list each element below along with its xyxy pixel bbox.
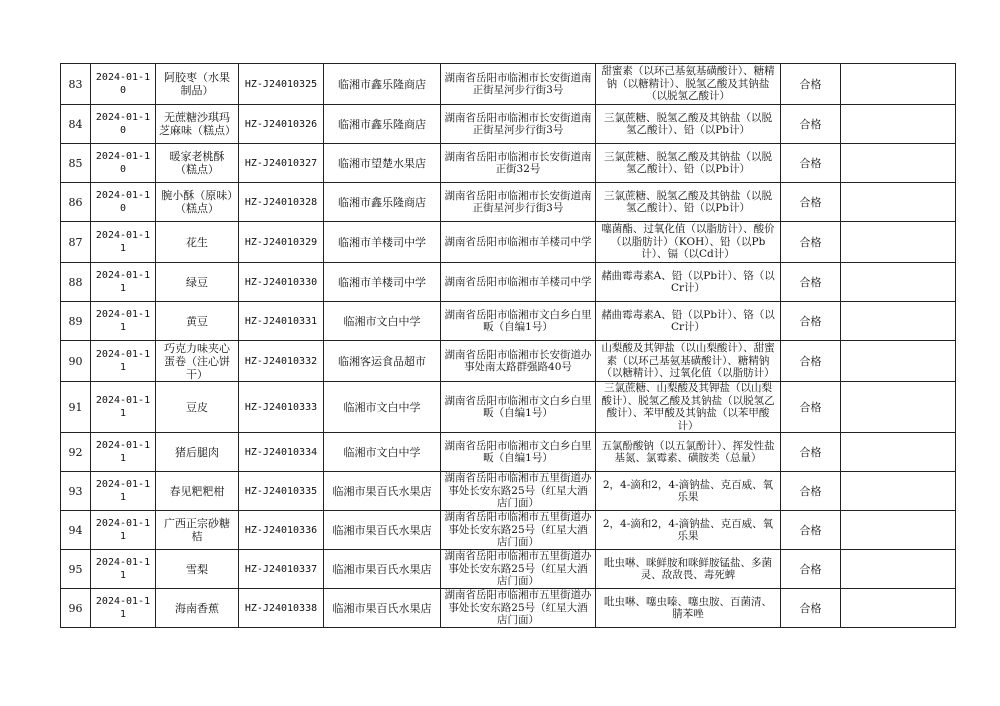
cell-result: 合格: [781, 472, 841, 511]
cell-serial-number: 85: [61, 144, 91, 183]
cell-test-items: 吡虫啉、噻虫嗪、噻虫胺、百菌清、腈苯唑: [596, 589, 781, 628]
cell-sampling-date: 2024-01-11: [91, 511, 156, 550]
cell-test-items: 三氯蔗糖、脱氢乙酸及其钠盐（以脱氢乙酸计）、铅（以Pb计）: [596, 144, 781, 183]
cell-test-items: 五氯酚酸钠（以五氯酚计）、挥发性盐基氮、氯霉素、磺胺类（总量）: [596, 433, 781, 472]
cell-sample-name: 暖家老桃酥（糕点）: [156, 144, 239, 183]
cell-result: 合格: [781, 341, 841, 382]
cell-sampled-unit: 临湘市羊楼司中学: [324, 222, 441, 263]
cell-unit-address: 湖南省岳阳市临湘市文白乡白里畈（自编1号）: [441, 382, 596, 433]
cell-result: 合格: [781, 183, 841, 222]
cell-serial-number: 95: [61, 550, 91, 589]
cell-sample-name: 豆皮: [156, 382, 239, 433]
cell-test-items: 三氯蔗糖、山梨酸及其钾盐（以山梨酸计）、脱氢乙酸及其钠盐（以脱氢乙酸计）、苯甲酸及其钠盐（以苯甲酸计）: [596, 382, 781, 433]
cell-sampled-unit: 临湘市羊楼司中学: [324, 263, 441, 302]
cell-unit-address: 湖南省岳阳市临湘市五里街道办事处长安东路25号（红星大酒店门面）: [441, 550, 596, 589]
cell-remark: [841, 341, 956, 382]
cell-unit-address: 湖南省岳阳市临湘市长安街道南正街星河步行街3号: [441, 64, 596, 105]
cell-unit-address: 湖南省岳阳市临湘市五里街道办事处长安东路25号（红星大酒店门面）: [441, 511, 596, 550]
cell-result: 合格: [781, 589, 841, 628]
cell-sample-name: 巧克力味夹心蛋卷（注心饼干）: [156, 341, 239, 382]
cell-remark: [841, 64, 956, 105]
cell-test-items: 吡虫啉、咪鲜胺和咪鲜胺锰盐、多菌灵、敌敌畏、毒死蜱: [596, 550, 781, 589]
cell-test-items: 甜蜜素（以环己基氨基磺酸计）、糖精钠（以糖精计）、脱氢乙酸及其钠盐（以脱氢乙酸计）: [596, 64, 781, 105]
cell-remark: [841, 550, 956, 589]
cell-sample-code: HZ-J24010330: [239, 263, 324, 302]
cell-sample-code: HZ-J24010327: [239, 144, 324, 183]
cell-sample-name: 春见粑粑柑: [156, 472, 239, 511]
cell-sampling-date: 2024-01-10: [91, 183, 156, 222]
cell-serial-number: 93: [61, 472, 91, 511]
cell-sample-code: HZ-J24010335: [239, 472, 324, 511]
cell-remark: [841, 511, 956, 550]
cell-sample-code: HZ-J24010332: [239, 341, 324, 382]
cell-sampled-unit: 临湘市果百氏水果店: [324, 589, 441, 628]
cell-sample-code: HZ-J24010337: [239, 550, 324, 589]
cell-result: 合格: [781, 382, 841, 433]
cell-sample-name: 绿豆: [156, 263, 239, 302]
cell-remark: [841, 222, 956, 263]
table-row: [61, 302, 956, 341]
cell-sampling-date: 2024-01-11: [91, 341, 156, 382]
cell-sampled-unit: 临湘市望楚水果店: [324, 144, 441, 183]
table-row: [61, 433, 956, 472]
table-row: [61, 263, 956, 302]
cell-sampled-unit: 临湘市文白中学: [324, 382, 441, 433]
cell-remark: [841, 105, 956, 144]
cell-sample-code: HZ-J24010334: [239, 433, 324, 472]
cell-sample-name: 黄豆: [156, 302, 239, 341]
cell-sampling-date: 2024-01-10: [91, 64, 156, 105]
cell-sampled-unit: 临湘市鑫乐隆商店: [324, 64, 441, 105]
cell-unit-address: 湖南省岳阳市临湘市五里街道办事处长安东路25号（红星大酒店门面）: [441, 589, 596, 628]
cell-sampled-unit: 临湘市果百氏水果店: [324, 550, 441, 589]
cell-sampling-date: 2024-01-10: [91, 105, 156, 144]
cell-test-items: 三氯蔗糖、脱氢乙酸及其钠盐（以脱氢乙酸计）、铅（以Pb计）: [596, 183, 781, 222]
table-body: [61, 64, 956, 628]
cell-result: 合格: [781, 263, 841, 302]
table-row: [61, 222, 956, 263]
cell-sampling-date: 2024-01-11: [91, 472, 156, 511]
cell-serial-number: 88: [61, 263, 91, 302]
cell-serial-number: 86: [61, 183, 91, 222]
table-row: [61, 511, 956, 550]
cell-sampling-date: 2024-01-11: [91, 589, 156, 628]
cell-sample-name: 腕小酥（原味）（糕点）: [156, 183, 239, 222]
cell-sampled-unit: 临湘市果百氏水果店: [324, 511, 441, 550]
table-row: [61, 183, 956, 222]
cell-result: 合格: [781, 550, 841, 589]
cell-unit-address: 湖南省岳阳市临湘市文白乡白里畈（自编1号）: [441, 302, 596, 341]
cell-sampled-unit: 临湘市鑫乐隆商店: [324, 183, 441, 222]
cell-sampling-date: 2024-01-11: [91, 382, 156, 433]
inspection-results-table: [60, 63, 956, 628]
table-row: [61, 472, 956, 511]
cell-unit-address: 湖南省岳阳市临湘市长安街道南正街星河步行街3号: [441, 183, 596, 222]
cell-sampled-unit: 临湘市果百氏水果店: [324, 472, 441, 511]
cell-sampling-date: 2024-01-11: [91, 302, 156, 341]
cell-remark: [841, 433, 956, 472]
cell-sample-code: HZ-J24010336: [239, 511, 324, 550]
cell-serial-number: 87: [61, 222, 91, 263]
cell-serial-number: 92: [61, 433, 91, 472]
cell-sampled-unit: 临湘市文白中学: [324, 433, 441, 472]
cell-sample-name: 猪后腿肉: [156, 433, 239, 472]
cell-serial-number: 90: [61, 341, 91, 382]
cell-sample-name: 雪梨: [156, 550, 239, 589]
cell-test-items: 2，4-滴和2，4-滴钠盐、克百威、氧乐果: [596, 511, 781, 550]
cell-sample-name: 阿胶枣（水果制品）: [156, 64, 239, 105]
cell-remark: [841, 472, 956, 511]
table-row: [61, 341, 956, 382]
cell-test-items: 山梨酸及其钾盐（以山梨酸计）、甜蜜素（以环己基氨基磺酸计）、糖精钠（以糖精计）、过氧化值（以脂肪计）: [596, 341, 781, 382]
cell-sampling-date: 2024-01-10: [91, 144, 156, 183]
cell-serial-number: 94: [61, 511, 91, 550]
cell-result: 合格: [781, 433, 841, 472]
cell-remark: [841, 144, 956, 183]
cell-test-items: 噻菌酯、过氧化值（以脂肪计）、酸价（以脂肪计）（KOH）、铅（以Pb计）、镉（以Cd计）: [596, 222, 781, 263]
cell-remark: [841, 382, 956, 433]
cell-unit-address: 湖南省岳阳市临湘市长安街道办事处南太路群强路40号: [441, 341, 596, 382]
cell-sampled-unit: 临湘市鑫乐隆商店: [324, 105, 441, 144]
table-row: [61, 64, 956, 105]
table-row: [61, 589, 956, 628]
cell-unit-address: 湖南省岳阳市临湘市羊楼司中学: [441, 263, 596, 302]
cell-test-items: 赭曲霉毒素A、铅（以Pb计）、铬（以Cr计）: [596, 302, 781, 341]
cell-result: 合格: [781, 144, 841, 183]
cell-sampling-date: 2024-01-11: [91, 433, 156, 472]
cell-unit-address: 湖南省岳阳市临湘市五里街道办事处长安东路25号（红星大酒店门面）: [441, 472, 596, 511]
cell-serial-number: 89: [61, 302, 91, 341]
cell-sample-code: HZ-J24010338: [239, 589, 324, 628]
cell-sample-name: 无蔗糖沙琪玛芝麻味（糕点）: [156, 105, 239, 144]
cell-sampled-unit: 临湘市文白中学: [324, 302, 441, 341]
cell-unit-address: 湖南省岳阳市临湘市羊楼司中学: [441, 222, 596, 263]
cell-test-items: 2，4-滴和2，4-滴钠盐、克百威、氧乐果: [596, 472, 781, 511]
cell-sample-name: 花生: [156, 222, 239, 263]
cell-result: 合格: [781, 64, 841, 105]
cell-remark: [841, 183, 956, 222]
cell-serial-number: 83: [61, 64, 91, 105]
cell-sample-code: HZ-J24010328: [239, 183, 324, 222]
cell-result: 合格: [781, 511, 841, 550]
cell-test-items: 三氯蔗糖、脱氢乙酸及其钠盐（以脱氢乙酸计）、铅（以Pb计）: [596, 105, 781, 144]
cell-serial-number: 91: [61, 382, 91, 433]
cell-sampling-date: 2024-01-11: [91, 222, 156, 263]
cell-unit-address: 湖南省岳阳市临湘市长安街道南正街32号: [441, 144, 596, 183]
cell-sample-name: 广西正宗砂糖桔: [156, 511, 239, 550]
cell-sample-name: 海南香蕉: [156, 589, 239, 628]
table-row: [61, 144, 956, 183]
table-row: [61, 105, 956, 144]
cell-remark: [841, 263, 956, 302]
cell-result: 合格: [781, 302, 841, 341]
cell-unit-address: 湖南省岳阳市临湘市长安街道南正街星河步行街3号: [441, 105, 596, 144]
cell-result: 合格: [781, 222, 841, 263]
cell-test-items: 赭曲霉毒素A、铅（以Pb计）、铬（以Cr计）: [596, 263, 781, 302]
table-row: [61, 550, 956, 589]
cell-sample-code: HZ-J24010325: [239, 64, 324, 105]
table-row: [61, 382, 956, 433]
cell-sample-code: HZ-J24010333: [239, 382, 324, 433]
cell-sample-code: HZ-J24010329: [239, 222, 324, 263]
cell-remark: [841, 589, 956, 628]
cell-result: 合格: [781, 105, 841, 144]
cell-serial-number: 96: [61, 589, 91, 628]
cell-sampling-date: 2024-01-11: [91, 263, 156, 302]
cell-unit-address: 湖南省岳阳市临湘市文白乡白里畈（自编1号）: [441, 433, 596, 472]
cell-sampling-date: 2024-01-11: [91, 550, 156, 589]
cell-remark: [841, 302, 956, 341]
cell-sample-code: HZ-J24010326: [239, 105, 324, 144]
cell-sampled-unit: 临湘客运食品超市: [324, 341, 441, 382]
cell-serial-number: 84: [61, 105, 91, 144]
cell-sample-code: HZ-J24010331: [239, 302, 324, 341]
